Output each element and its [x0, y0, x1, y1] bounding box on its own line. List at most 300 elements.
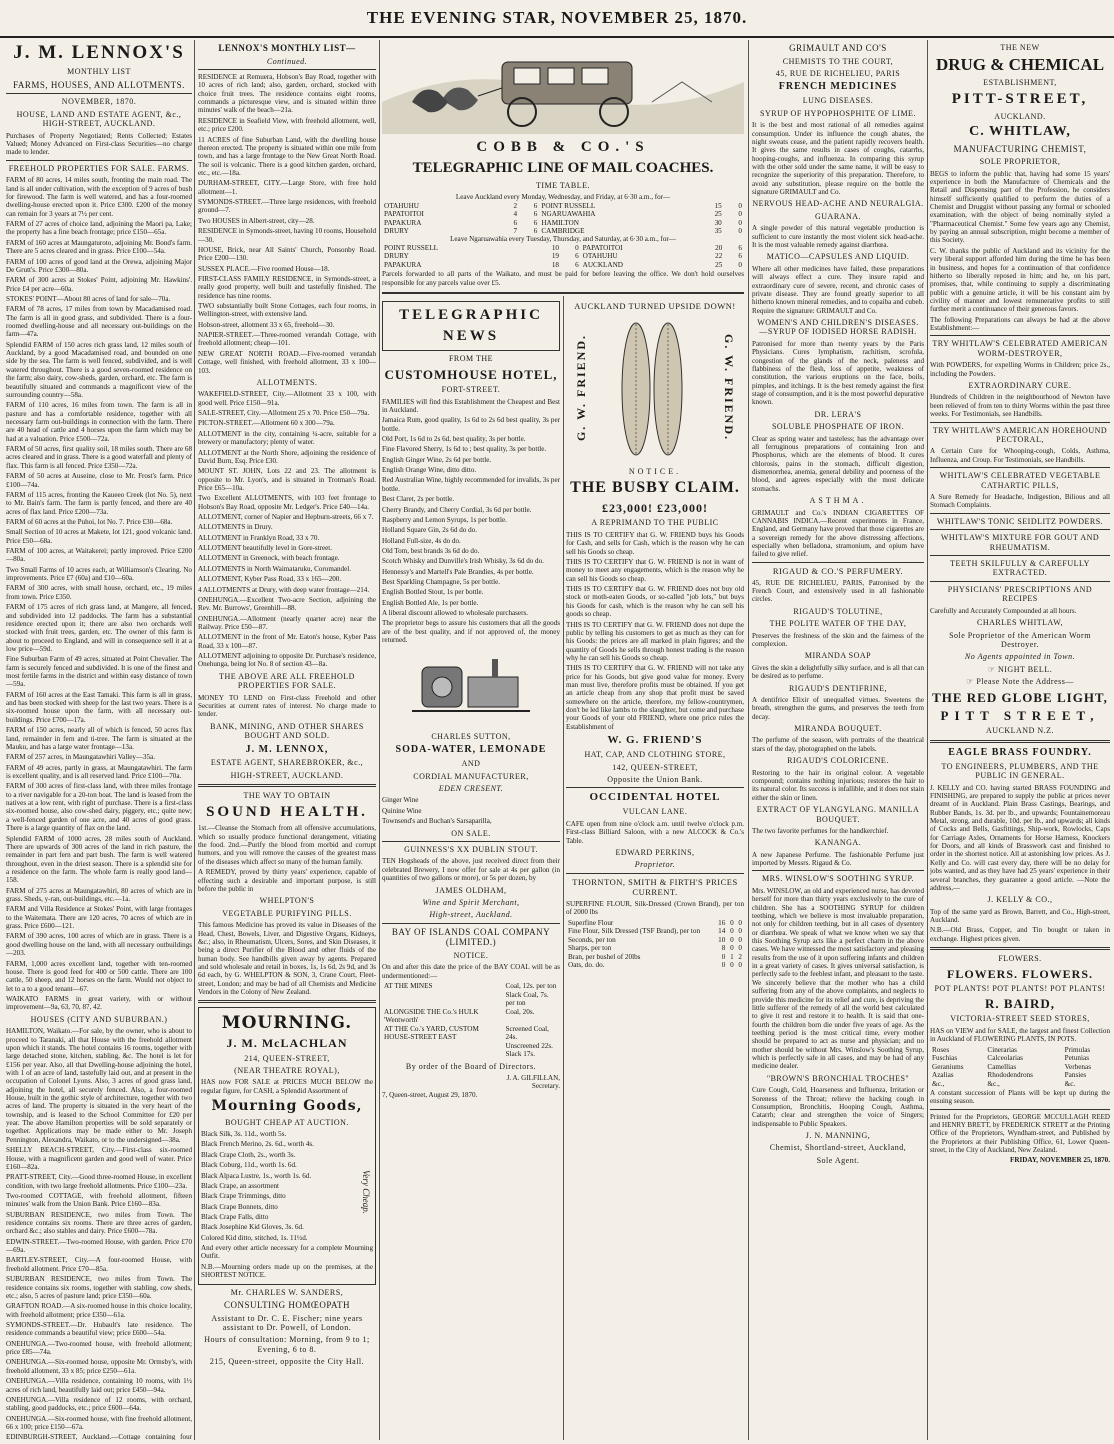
lennox-subtitle2: FARMS, HOUSES, AND ALLOTMENTS. [13, 79, 185, 90]
cobb-parcels: Parcels forwarded to all parts of the Waikato, and must be paid for before leaving the office. We don't hold ourselves responsible for any parcels value over £5. [382, 270, 744, 287]
table-cell: 0 [730, 918, 734, 927]
table-cell [382, 1050, 503, 1058]
discount-note: A liberal discount allowed to wholesale purchasers. [382, 609, 528, 618]
gout-title: WHITLAW'S MIXTURE FOR GOUT AND RHEUMATISM. [940, 533, 1100, 552]
perkins-title: Proprietor. [634, 860, 676, 870]
grimault-address: 45, RUE DE RICHELIEU, PARIS [775, 69, 901, 79]
table-cell: &c., [932, 1079, 945, 1088]
extraordinary-title: EXTRAORDINARY CURE. [968, 381, 1072, 391]
telegraphic-box [382, 301, 560, 351]
divider [930, 581, 1110, 582]
divider [566, 873, 744, 874]
table-cell: 0 [575, 243, 579, 252]
tolutine-title: RIGAUD'S TOLUTINE, [793, 606, 883, 616]
allotment-listing: ALLOTMENT in Franklyn Road, 33 x 70. [198, 533, 320, 542]
divider [930, 422, 1110, 423]
mourning-advert [198, 1007, 376, 1284]
flour-price-table [566, 919, 744, 970]
table-cell: Camellias [987, 1062, 1017, 1071]
establishment: ESTABLISHMENT, [983, 78, 1057, 88]
divider [198, 69, 376, 70]
cobb-fare-table2 [382, 244, 744, 269]
table-cell: 14 [718, 927, 726, 936]
mourning-good-item: Black Alpaca Lustre, 1s., worth 1s. 6d. [201, 1171, 312, 1180]
divider [198, 1000, 376, 1003]
residences-list [198, 73, 376, 375]
residence-listing: FIRST-CLASS FAMILY RESIDENCE, in Symonds-street, a really good property, well built and tastefully finished. The residence has nine rooms. [198, 274, 376, 300]
coal-row [382, 1050, 560, 1058]
mourning-good-item: Colored Kid ditto, stitched, 1s. 11½d. [201, 1233, 308, 1242]
residence-listing: RESIDENCE at Remuera, Hobson's Bay Road, together with 10 acres of rich land; also, garden, orchard, stocked with choice fruit trees. The residence contains eight rooms, commands a picturesque view, and is situated within three minutes' walk of the beach—21a. [198, 73, 376, 115]
coal-row [382, 1025, 560, 1042]
house-listing: BARTLEY-STREET, City.—A four-roomed House, with freehold allotment. Price £70—85a. [6, 1256, 192, 1273]
certificates-list [566, 531, 744, 731]
tolutine-sub: THE POLITE WATER OF THE DAY, [769, 619, 907, 629]
table-cell: 0 [738, 226, 742, 235]
table-cell: DRURY [384, 226, 409, 235]
certificate-paragraph: THIS IS TO CERTIFY that G. W. FRIEND does not dupe the public by telling his customers to get as much as they can for his Goods: the prices are all marked in plain figures; and the quantity of Goods he sells through honest trading is the reason why he can sell his Goods so cheap. [566, 620, 744, 662]
sole-proprietor: SOLE PROPRIETOR, [979, 157, 1061, 167]
kananga-text: A new Japanese Perfume. The fashionable Perfume just imported by Messrs. Rigaud & Co. [752, 850, 924, 868]
sutton-name: CHARLES SUTTON, [431, 731, 511, 741]
table-cell: 6 [575, 252, 579, 261]
mourning-good-item: Black French Merino, 2s. 6d., worth 4s. [201, 1140, 314, 1149]
table-cell: 10 [551, 243, 560, 252]
farm-listing: FARM of 27 acres of choice land, adjoining the Maori pa, Lake; the property has a fine beach frontage; price £150—65a. [6, 220, 192, 237]
and-word: AND [461, 759, 481, 769]
table-cell: OTAHUHU [582, 252, 618, 261]
table-cell: Unscreened 22s. [505, 1041, 553, 1050]
mourning-goods-title: Mourning Goods, [211, 1098, 363, 1115]
kelly-name: J. KELLY & CO., [987, 895, 1053, 905]
table-cell [382, 991, 503, 1008]
table-cell: 0 [738, 935, 742, 944]
mourning-other: And every other article necessary for a complete Mourning Outfit. [201, 1244, 373, 1261]
please-note-row [930, 677, 1110, 686]
table-cell: CAMBRIDGE [541, 226, 585, 235]
lennox-agent: HOUSE, LAND AND ESTATE AGENT, &c., HIGH-STREET, AUCKLAND. [16, 109, 182, 129]
proprietor-note: The proprietor begs to assure his customers that all the goods are of the best quality, and if not approved of, the money returned. [382, 619, 560, 645]
worm-destroyer-text: With POWDERS, for expelling Worms in Children; price 2s., including the Powders. [930, 361, 1110, 378]
mourning-good-item: Black Silk, 3s. 11d., worth 5s. [201, 1130, 287, 1139]
divider [930, 467, 1110, 468]
table-cell: 0 [721, 961, 726, 969]
divider [566, 787, 744, 788]
table-cell: PAPAKURA [384, 218, 422, 227]
farm-listing: WAIKATO FARMS in great variety, with or without improvement—9a, 63, 70, 87, 42. [6, 994, 192, 1012]
dentifrice-title: RIGAUD'S DENTIFRINE, [788, 683, 888, 693]
allotment-listing: SALE-STREET, City.—Allotment 25 x 70. Price £50—79a. [198, 409, 370, 418]
farm-listing: FARM, 1,000 acres excellent land, together with ten-roomed house. There is good feed for 400 or 500 cattle. There are 100 cattle, 50 sheep, and 12 horses on the farm. Would not object to let to a to a good tenant—67. [6, 959, 192, 993]
whelpton-name: WHELPTON'S [259, 896, 315, 906]
plant-row [930, 1046, 1110, 1054]
lennox-cont-sub: Continued. [266, 56, 308, 66]
rigaud-title: RIGAUD & CO.'S PERFUMERY. [772, 565, 904, 576]
table-cell: 0 [730, 944, 734, 953]
farm-listing: FARM of 257 acres, in Maungatawhiri Valley—35a. [6, 753, 156, 762]
gilfillan-name: J. A. GILFILLAN, [506, 1073, 560, 1082]
farm-listing: FARM of 100 acres of good land at the Orewa, adjoining Major De Grutt's. Price £300—80a. [6, 257, 192, 274]
hotel-price-list [382, 416, 560, 607]
oldham-name: JAMES OLDHAM, [435, 885, 507, 895]
table-cell: POINT RUSSELL [541, 201, 596, 210]
health-pre: THE WAY TO OBTAIN [243, 791, 331, 801]
table-cell: AT THE MINES [384, 982, 433, 991]
prescriptions-title: PHYSICIANS' PRESCRIPTIONS AND RECIPES [947, 584, 1093, 604]
table-cell: 18 [551, 260, 560, 269]
prescriptions-text: Carefully and Accurately Compounded at all hours. [930, 606, 1077, 615]
victoria-seed-stores: VICTORIA-STREET SEED STORES, [950, 1014, 1090, 1024]
table-cell: AT THE Co.'s YARD, CUSTOM HOUSE-STREET EAST [384, 1024, 479, 1042]
table-cell: 1 [730, 952, 734, 961]
table-cell: Seconds, per ton [568, 935, 616, 944]
farm-listing: FARM of 115 acres, fronting the Kaueeo Creek (lot No. 5), next to Mr. Bain's farm. The farm is partly fenced, and there are 40 acres of flax land. Price £200—73a. [6, 490, 192, 516]
allotment-listing: ALLOTMENT in Greenock, with beach frontage. [198, 554, 340, 563]
customhouse-hotel-name: CUSTOMHOUSE HOTEL, [384, 366, 558, 382]
pot-plants: POT PLANTS! POT PLANTS! POT PLANTS! [934, 983, 1106, 993]
lennox-title: J. M. LENNOX'S [13, 42, 185, 63]
table-cell: Calceolarias [987, 1054, 1023, 1063]
cobb-title: COBB & CO.'S [476, 139, 650, 156]
divider [382, 923, 560, 924]
farm-listing: FARM of 50 acres at Auseine, close to Mr. Frost's farm. Price £100—74a. [6, 472, 192, 489]
hotel-price-item: Holland Full-size, 4s do do. [382, 536, 461, 545]
eden-crescent: EDEN CRESENT. [438, 784, 504, 794]
sanders-title: CONSULTING HOMŒOPATH [223, 1299, 351, 1310]
farm-listing: FARM of 175 acres of rich grass land, at Mangere, all fenced, and subdivided into 12 paddocks. The farm has a substantial residence erected upon it; there are also two orchards well stocked with fruit trees, garden, etc. The owner of this farm is about to proceed to England, and will in consequence sell it at a low price—59d. [6, 603, 192, 653]
on-sale: ON SALE. [451, 828, 491, 838]
table-cell: POINT RUSSELL [384, 243, 438, 252]
flour-row [566, 961, 744, 969]
certificate-paragraph: THIS IS TO CERTIFY that G. W. FRIEND is not in want of money to meet any engagements, which is the reason why he can sell his Goods so cheap. [566, 558, 744, 583]
table-cell: Sharps, per ton [568, 944, 612, 953]
ylang-text: The two favorite perfumes for the handkerchief. [752, 826, 889, 835]
french-medicines: FRENCH MEDICINES [778, 81, 898, 93]
printer-imprint: Printed for the Proprietors, GEORGE MCCULLAGH REED and HENRY BRETT, by FREDERICK STRETT at the Printing Office of the Proprietors, Wyndham-street, and Published by the Proprietors at their Publishing Office, 61, Lower Queen-street, in the City of Auckland, New Zealand. [930, 1112, 1110, 1154]
table-cell: 6 [533, 226, 538, 235]
table-cell: 6 [533, 218, 538, 227]
farm-listing: Two Small Farms of 10 acres each, at Williamson's Clearing. No improvements. Price £7 (60a) and £10—60a. [6, 565, 192, 583]
table-cell: 0 [738, 944, 742, 953]
farm-listing: FARM of 100 acres, at Waitakerei; partly improved. Price £200—80a. [6, 547, 192, 564]
table-cell: ALONGSIDE THE Co.'s HULK 'Wentworth' [384, 1007, 479, 1025]
red-globe-title: THE RED GLOBE LIGHT, [932, 689, 1108, 705]
coal-company-title: BAY OF ISLANDS COAL COMPANY (LIMITED.) [391, 926, 551, 948]
corn-cob-icon [606, 314, 706, 464]
women-text: Patronised for more than twenty years by the Paris Physicians. Cures lymphatism, rachitism, scrofula, congestion of the glands of the neck, paleness and flabbiness of the flesh, loss of appetite, weakness of constitution, the various eruptions on the face, boils, pimples, and itchings. It is the best remedy against the first stage of consumption, and it is the most powerful depurative known. [752, 339, 924, 407]
table-cell: 20 [715, 243, 723, 252]
lera-subtitle: SOLUBLE PHOSPHATE OF IRON. [771, 422, 905, 432]
table-cell: Verbenas [1064, 1062, 1091, 1071]
mclachlan-name: J. M. McLACHLAN [226, 1036, 348, 1051]
residence-listing: Two HOUSES in Albert-street, city—28. [198, 216, 315, 225]
mourning-nb: N.B.—Mourning orders made up on the premises, at the SHORTEST NOTICE. [201, 1262, 373, 1280]
farm-listing: FARM and Villa Residence at Stokes' Point, with large frontages to the Waitemata. There are 120 acres, 70 acres of which are in grass. Price £600—121. [6, 905, 192, 931]
please-note: Please Note the Address— [976, 677, 1074, 687]
rigaud-text: 45, RUE DE RICHELIEU, PARIS, Patronised by the French Court, and extensively used in all fashionable circles. [752, 578, 924, 604]
kelly-nb: N.B.—Old Brass, Copper, and Tin bought or taken in exchange. Highest prices given. [930, 926, 1110, 943]
table-cell: HAMILTON [541, 218, 579, 227]
matico-title: MATICO—CAPSULES AND LIQUID. [766, 252, 910, 262]
divider [930, 1109, 1110, 1110]
cobb-leave1: Leave Auckland every Monday, Wednesday, and Friday, at 6·30 a.m., for— [455, 193, 671, 202]
cobb-coaches-advert [382, 40, 744, 288]
grimault-chemists: CHEMISTS TO THE COURT, [782, 56, 894, 66]
farm-listing: FARM of 160 acres at Maungaturoto, adjoining Mr. Bond's farm. There are 5 acres cleared and in grass. Price £100—54a. [6, 238, 192, 256]
house-listing: SUBURBAN RESIDENCE, two miles from Town. The residence contains six rooms, together with stabling, cow sheds, etc.; also, 5 acres of pasture land; price £350—60a. [6, 1275, 192, 1300]
house-listing: GRAFTON ROAD.—A six-roomed house in this choice locality, with freehold allotment; price £350—61a. [6, 1302, 192, 1319]
table-cell: 0 [738, 210, 742, 219]
divider [930, 529, 1110, 530]
allotments-heading: ALLOTMENTS. [256, 377, 318, 387]
divider [6, 160, 192, 161]
table-cell: 0 [738, 961, 742, 969]
table-cell: 7 [513, 226, 518, 235]
table-cell: 0 [738, 218, 742, 227]
guarana-title: GUARANA. [815, 211, 861, 221]
mclachlan-address: 214, QUEEN-STREET, [244, 1053, 330, 1063]
table-cell: Fuschias [932, 1054, 958, 1063]
hotel-price-item: Best Sparkling Champagne, 5s per bottle. [382, 578, 501, 587]
women-title: WOMEN'S AND CHILDREN'S DISEASES. —SYRUP OF IODISED HORSE RADISH. [757, 317, 919, 337]
coal-row [382, 982, 560, 990]
table-cell: 6 [738, 252, 742, 261]
allotments-list [198, 390, 376, 668]
table-cell: Rhododendrons [987, 1071, 1033, 1080]
house-listing: EDWIN-STREET.—Two-roomed House, with garden. Price £70—69a. [6, 1237, 192, 1255]
column-rule [748, 40, 749, 1440]
mourning-title: MOURNING. [221, 1013, 353, 1034]
house-listing: ONEHUNGA.—Villa residence, containing 10 rooms, with 1½ acres of rich land, beautifully laid out; price £450—94a. [6, 1377, 192, 1394]
sanders-address: 215, Queen-street, opposite the City Hall. [209, 1357, 365, 1367]
table-cell [382, 1042, 503, 1050]
house-listing: PRATT-STREET, City.—Good three-roomed House, in excellent condition, with two large freehold allotments. Price £100—23a. [6, 1173, 192, 1190]
column-rule [379, 40, 380, 1440]
table-cell: 2 [738, 952, 742, 961]
table-cell: AUCKLAND [582, 260, 623, 269]
allotment-listing: ALLOTMENT, Kyber Pass Road, 33 x 165—200. [198, 575, 342, 584]
lennox-subtitle: MONTHLY LIST [67, 67, 131, 77]
table-cell: 0 [730, 927, 734, 936]
charles-whitlaw-title: Sole Proprietor of the American Worm Destroyer. [949, 630, 1091, 650]
table-cell: 8 [721, 944, 726, 953]
masthead-title: THE EVENING STAR, NOVEMBER 25, 1870. [366, 8, 748, 27]
table-cell: 0 [738, 260, 742, 269]
fare-row [382, 227, 744, 235]
lennox-cont-title: LENNOX'S MONTHLY LIST— [218, 43, 356, 53]
table-cell: 19 [551, 252, 560, 261]
night-bell-row [930, 665, 1110, 674]
table-cell: 22 [715, 252, 723, 261]
mourning-good-item: Black Crape Cloth, 2s., worth 3s. [201, 1150, 296, 1159]
allotment-listing: ONEHUNGA.—Excellent Two-acre Section, adjoining the Rev. Mr. Burrows', Greenhill—88. [198, 595, 376, 613]
farm-listing: FARM of 80 acres, 14 miles south, fronting the main road. The land is all under cultivation, with the exception of 9 acres of bush for firewood. The farm is well watered, and has a four-roomed dwelling-house erected upon it. Price £300. £200 of the money can remain for 3 years at 7½ per cent. [6, 176, 192, 218]
table-cell: Superfine Flour [568, 918, 614, 927]
farm-listing: Fine Suburban Farm of 49 acres, situated at Point Chevalier. The farm is securely fenced and subdivided. It is one of the finest and most fertile farms in the district and within easy distance of town—59a. [6, 655, 192, 689]
hotel-price-item: Old Port, 1s 6d to 2s 6d, best quality, 3s per bottle. [382, 435, 526, 444]
pitt-street-2: PITT STREET, [940, 708, 1100, 724]
table-cell: Coal, 20s. [505, 1007, 535, 1016]
table-cell: 0 [730, 935, 734, 944]
plant-row [930, 1071, 1110, 1079]
coal-order: By order of the Board of Directors. [405, 1061, 537, 1071]
coal-price-table [382, 982, 560, 1058]
drink-item: Ginger Wine [382, 796, 419, 805]
table-cell: Coal, 12s. per ton [505, 982, 557, 991]
column-customhouse-hotel [382, 298, 560, 1440]
farm-listing: FARM of 275 acres at Maungatawhiri, 80 acres of which are in grass. Sheds, y-ran, out-buildings, etc.—1a. [6, 886, 192, 904]
hotel-price-item: Best Claret, 2s per bottle. [382, 495, 455, 504]
bouquet-text: The perfume of the season, with portraits of the theatrical stars of the day, photographed on the labels. [752, 736, 924, 753]
farm-listing: FARM of 150 acres, nearly all of which is fenced, 50 acres flax land, remainder in fern and ti-tree. The farm is situated at the Mauku, and has a large water frontage—13a. [6, 726, 192, 751]
table-cell: Fine Flour, Silk Dressed (TSF Brand), per ton [568, 927, 701, 936]
coal-row [382, 1042, 560, 1050]
flour-row [566, 944, 744, 952]
coach-illustration [382, 42, 744, 134]
house-listing: ONEHUNGA.—Six-roomed house, opposite Mr. Ormsby's, with freehold allotment, 33 x 85; price £250—61a. [6, 1358, 192, 1375]
charles-whitlaw: CHARLES WHITLAW, [976, 618, 1064, 628]
allotment-listing: ALLOTMENT adjoining to opposite Dr. Purchase's residence, Onehunga, being lot No. 8 of section 43—8a. [198, 652, 376, 669]
hotel-price-item: English Orange Wine, ditto ditto. [382, 466, 477, 475]
farm-listing: Small Section of 10 acres at Makete, lot 121, good volcanic land. Price £50—68a. [6, 528, 192, 545]
busby-claim-title: THE BUSBY CLAIM. [570, 479, 740, 497]
table-cell: &c. [1064, 1079, 1076, 1088]
houses-list [6, 1027, 192, 1440]
house-listing: ONEHUNGA.—Villa residence of 12 rooms, with orchard, stabling, good paddocks, etc.; price £600—64a. [6, 1395, 192, 1413]
auckland-label: AUCKLAND. [994, 111, 1046, 121]
horehound-text: A Certain Cure for Whooping-cough, Colds, Asthma, Influenza, and Croup. For Testimonials, see Handbills. [930, 447, 1110, 464]
whitlaw-following: The following Preparations can always be had at the above Establishment:— [930, 315, 1110, 333]
mourning-good-item: Black Crape Bonnets, ditto [201, 1202, 278, 1211]
coloricene-text: Restoring to the hair its original colour. A vegetable compound; contains nothing injurious; restores the hair to its natural color. Its success is infallible, and it does not stain either the skin or linen. [752, 768, 924, 802]
flour-intro: SUPERFINE FLOUR, Silk-Dressed (Crown Brand), per ton of 2000 lbs [566, 899, 744, 917]
asthma-text: GRIMAULT and Co.'s INDIAN CIGARETTES OF CANNABIS INDICA.—Recent experiments in France, England, and Germany have proved that those cigarettes are a sovereign remedy for the above distressing affections, especially when belladona, stramonium, and opium have failed to give relief. [752, 508, 924, 559]
residence-listing: HOUSE, Brick, near All Saints' Church, Ponsonby Road. Price £200—130. [198, 245, 376, 263]
oldham-title: Wine and Spirit Merchant, [422, 897, 520, 907]
allotment-listing: ALLOTMENTS in Drury. [198, 523, 273, 532]
divider [930, 335, 1110, 336]
matico-text: Where all other medicines have failed, these preparations will always effect a cure. They insure rapid and extraordinary cure of severe, recent, and chronic cases of private disease. They are found greatly superior to all hitherto known mineral remedies, and to copaiba and cubeb. Require the signature: GRIMAULT and Co. [752, 264, 924, 315]
baird-name: R. BAIRD, [984, 996, 1056, 1012]
mclachlan-near: (NEAR THEATRE ROYAL), [234, 1066, 340, 1076]
table-cell: Azalias [932, 1071, 954, 1080]
table-cell: 35 [714, 226, 722, 235]
table-cell: Slack Coal, 7s. per ton [505, 990, 549, 1008]
night-bell: NIGHT BELL. [997, 664, 1053, 674]
table-cell: 25 [715, 260, 723, 269]
table-cell: Geraniums [932, 1062, 964, 1071]
lennox-sig: J. M. LENNOX, [245, 743, 329, 755]
drug-chemical-title: DRUG & CHEMICAL [935, 55, 1105, 75]
dentifrice-text: A dentifrice Elixir of unequalled virtues. Sweetens the breath, strengthen the gums, and preserves the teeth from decay. [752, 695, 924, 721]
table-cell: 16 [718, 918, 726, 927]
soda-title: SODA-WATER, LEMONADE [395, 744, 547, 756]
table-cell: Roses [932, 1045, 950, 1054]
friend-store-address: 142, QUEEN-STREET, [612, 762, 698, 772]
fare-row [382, 261, 744, 269]
flour-row [566, 919, 744, 927]
lung-diseases: LUNG DISEASES. [802, 96, 874, 106]
column-rule [927, 40, 928, 1440]
teeth-title: TEETH SKILFULLY & CAREFULLY EXTRACTED. [950, 559, 1090, 578]
mourning-intro: HAS now FOR SALE at PRICES MUCH BELOW the regular figure, for CASH, a Splendid Assortment of [201, 1078, 373, 1095]
residence-listing: RESIDENCE in Seafield View, with freehold allotment, well, etc.; price £200. [198, 116, 376, 134]
kelly-text: J. KELLY and CO. having started BRASS FOUNDING and FINISHING, are prepared to supply the public at prices never dreamt of in Auckland. Plain Brass Castings, Bearings, and Rubber Bands, 1s. 3d. per lb., and upwards; Fountainemoreau Metal, strong, and durable, 10d. per lb., and upwards; all kinds of Cocks and Bells, Gasfittings, Ship-work, Rowlocks, Caps for Carriage Axles, Ornaments for Horse Harness, Knockers for Doors, and all kinds of Brasswork cast and finished to order in the shortest notice. All at astonishing low prices. As J. Kelly and Co. will cast every day, there will be no delay for jobs wanted, and as they have had 25 years' experience in their several branches, they guarantee a good article. —Note the address,— [930, 783, 1110, 892]
fort-street: FORT-STREET. [441, 385, 501, 395]
house-listing: SYMONDS-STREET.—Dr. Hubault's late residence. The residence commands a beautiful view; price £600—54a. [6, 1321, 192, 1338]
allotment-listing: Two Excellent ALLOTMENTS, with 103 feet frontage to Hobson's Bay Road, opposite Mr. Ledger's. Price £40—14a. [198, 494, 376, 511]
lennox-sig2: ESTATE AGENT, SHAREBROKER, &c., [210, 758, 364, 768]
house-listing: ONEHUNGA.—Six-roomed house, with fine freehold allotment, 66 x 100; price £150—67a. [6, 1414, 192, 1431]
mourning-good-item: Black Josephine Kid Gloves, 3s. 6d. [201, 1223, 304, 1232]
table-cell: 4 [513, 210, 518, 219]
occidental-title: OCCIDENTAL HOTEL [589, 791, 721, 804]
column-rule [563, 296, 564, 1440]
table-cell: 6 [513, 218, 518, 227]
syrup-title: SYRUP OF HYPOPHOSPHITE OF LIME. [760, 108, 916, 118]
goods-list-wrap [201, 1130, 373, 1242]
table-cell: Oats, do. do. [568, 961, 605, 969]
flowers-title: FLOWERS. FLOWERS. [946, 966, 1094, 981]
column-whitlaw [930, 40, 1110, 1440]
farm-listing: FARM of 110 acres, 16 miles from town. The farm is all in pasture and has a comfortable residence, together with all necessary farm out-buildings in connection with the farm. There are 40 head of cattle and 4 horses upon the farm which may be had at a valuation. Price £500—72a. [6, 401, 192, 443]
flour-row [566, 936, 744, 944]
flowers-small: FLOWERS. [998, 954, 1042, 964]
cathartic-text: A Sure Remedy for Headache, Indigestion, Bilious and all Stomach Complaints. [930, 493, 1110, 510]
friend-store-opposite: Opposite the Union Bank. [607, 775, 703, 785]
manufacturing-chemist: MANUFACTURING CHEMIST, [953, 143, 1087, 154]
houses-heading: HOUSES (CITY AND SUBURBAN.) [30, 1014, 168, 1024]
very-cheap-label: Very Cheap. [361, 1170, 371, 1215]
coal-row [382, 991, 560, 1008]
divider [6, 93, 192, 94]
families-note: FAMILIES will find this Establishment the Cheapest and Best in Auckland. [382, 397, 560, 414]
hotel-price-item: Cherry Brandy, and Cherry Cordial, 3s 6d per bottle. [382, 505, 532, 514]
farms-heading: FREEHOLD PROPERTIES FOR SALE. FARMS. [8, 163, 190, 173]
table-cell: 15 [714, 201, 722, 210]
house-listing: ONEHUNGA.—Two-roomed house, with freehold allotment; price £85—74a. [6, 1339, 192, 1357]
residence-listing: NEW GREAT NORTH ROAD.—Five-roomed verandah Cottage, well finished, with freehold allotment, 33 x 100—103. [198, 349, 376, 375]
residence-listing: NAPIER-STREET.—Three-roomed verandah Cottage, with freehold allotment; cheap—101. [198, 331, 376, 348]
hotel-price-item: English Ginger Wine, 2s 6d per bottle. [382, 455, 492, 464]
plants-supply: A constant succession of Plants will be kept up during the ensuing season. [930, 1089, 1110, 1106]
cobb-timetable-title: TIME TABLE. [535, 180, 591, 190]
table-cell: 25 [714, 210, 722, 219]
farm-listing: STOKES' POINT—About 80 acres of land for sale—70a. [6, 294, 171, 303]
house-listing: Two-roomed COTTAGE, with freehold allotment, fifteen minutes' walk from the Union Bank. Price £160—83a. [6, 1191, 192, 1209]
manning-sole-agent: Sole Agent. [816, 1155, 860, 1165]
fare-row [382, 202, 744, 210]
house-listing: EDINBURGH-STREET, Auckland.—Cottage containing four [6, 1433, 192, 1440]
farm-listing: FARM of 78 acres, 17 miles from town by Macadamised road. The farm is all in good grass, and subdivided. There is a four-roomed dwelling-house and all necessary out-buildings on the farm—47a. [6, 305, 192, 339]
health-text: 1st.—Cleanse the Stomach from all offensive accumulations, which so usually produce functional derangement, vitiating the food. 2nd.—Purify the blood from morbid and corrupt humors, and you will remove the causes of the greatest mass of the diseases which affect so many of the human family. [198, 824, 376, 866]
pills-text: This famous Medicine has proved its value in Diseases of the Head, Chest, Bowels, Liver, and Digestive Organs, Kidneys, &c.; also, in Rheumatism, Ulcers, Sores, and Skin Diseases, it being a direct Purifier of the Blood and other fluids of the human body. See handbills given away by agents. Prepared and sold wholesale and retail in boxes, 1s, 1s 6d, 2s 9d, and 3s 6d each, by G. WHELPTON & SON, 3, Crane Court, Fleet-street, London; and may be had of all Chemists and Medicine Vendors in the Colony of New Zealand. [198, 921, 376, 997]
table-cell: 6 [533, 210, 538, 219]
sanders-hours: Hours of consultation: Morning, from 9 to 1; Evening, 6 to 8. [204, 1335, 370, 1354]
table-cell: 10 [718, 935, 726, 944]
allotment-listing: ALLOTMENTS in North Waimataruku, Coromandel. [198, 564, 351, 573]
mourning-good-item: Black Crape Trimmings, ditto [201, 1192, 286, 1201]
allotment-listing: 4 ALLOTMENTS at Drury, with deep water frontage—214. [198, 585, 370, 594]
column-lennox-list [6, 40, 192, 1440]
allotment-listing: ONEHUNGA.—Allotment (nearly quarter acre) near the Railway. Price £50—87. [198, 614, 376, 631]
dateline: FRIDAY, NOVEMBER 25, 1870. [1010, 1156, 1110, 1164]
column-rule [194, 40, 195, 1440]
table-cell: Petunias [1064, 1054, 1090, 1063]
residence-listing: SYMONDS-STREET.—Three large residences, with freehold ground—7. [198, 198, 376, 215]
telegraphic-title: TELEGRAPHIC [399, 307, 543, 323]
coal-text: On and after this date the price of the BAY COAL will be as undermentioned:— [382, 963, 560, 980]
